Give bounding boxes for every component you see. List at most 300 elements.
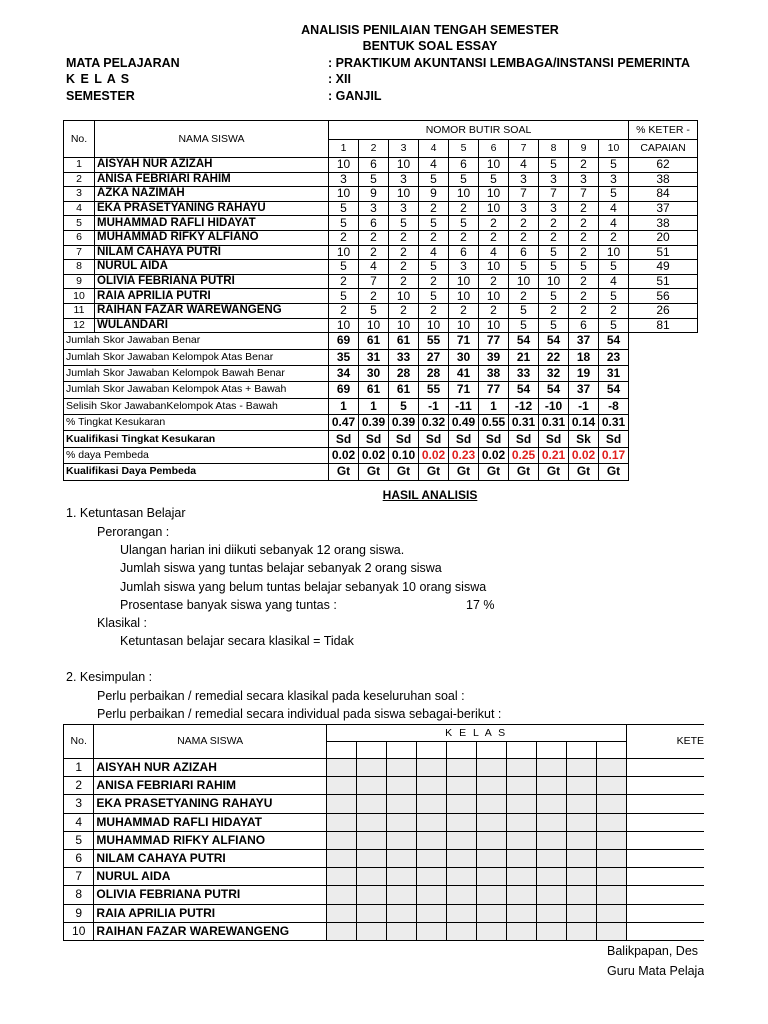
ket-cell [626,904,704,922]
score-cell: 7 [509,187,539,202]
score-cell: 10 [329,245,359,260]
t2-student-no: 5 [64,831,94,849]
kelas-cell[interactable] [536,759,566,777]
kelas-cell[interactable] [446,886,476,904]
kelas-cell[interactable] [596,777,626,795]
summary-value: 0.55 [479,415,509,431]
kelas-cell[interactable] [386,777,416,795]
score-cell: 2 [329,303,359,318]
kelas-cell[interactable] [326,777,356,795]
kelas-cell[interactable] [476,868,506,886]
score-cell: 10 [449,289,479,304]
kelas-cell[interactable] [356,849,386,867]
summary-value: 54 [599,333,629,349]
score-cell: 2 [569,303,599,318]
score-cell: 10 [389,187,419,202]
kelas-cell[interactable] [506,759,536,777]
kelas-cell[interactable] [596,831,626,849]
kelas-cell[interactable] [386,759,416,777]
table-row [64,886,705,904]
kelas-cell[interactable] [356,904,386,922]
col-no-header: No. [64,121,95,158]
kelas-cell[interactable] [446,868,476,886]
score-cell: 3 [329,172,359,187]
kelas-cell[interactable] [566,777,596,795]
score-cell: 3 [509,201,539,216]
summary-value: Sd [419,431,449,447]
kelas-cell[interactable] [326,904,356,922]
score-cell: 5 [539,289,569,304]
kelas-subcol [386,742,416,759]
col-name-header: NAMA SISWA [95,121,329,158]
score-cell: 5 [389,216,419,231]
summary-value: 0.17 [599,447,629,463]
summary-value: Gt [449,464,479,480]
pct-cell: 38 [629,216,698,231]
pct-cell: 26 [629,303,698,318]
score-cell: 2 [419,230,449,245]
score-cell: 2 [479,230,509,245]
kelas-cell[interactable] [596,813,626,831]
summary-label: Jumlah Skor Jawaban Benar [64,333,329,349]
kelas-cell[interactable] [446,831,476,849]
score-cell: 2 [419,303,449,318]
kelas-cell[interactable] [416,922,446,940]
pct-cell: 38 [629,172,698,187]
summary-value: 77 [479,382,509,398]
student-name: OLIVIA FEBRIANA PUTRI [95,274,329,289]
score-cell: 2 [599,230,629,245]
summary-value: 1 [329,398,359,414]
kelas-cell[interactable] [446,904,476,922]
t2-student-no: 3 [64,795,94,813]
score-cell: 5 [509,260,539,275]
kelas-cell[interactable] [596,868,626,886]
summary-value: 71 [449,382,479,398]
kelas-cell[interactable] [326,886,356,904]
table-row [64,260,698,275]
kelas-cell[interactable] [416,777,446,795]
score-cell: 5 [329,289,359,304]
summary-value: 31 [359,349,389,365]
score-cell: 5 [419,289,449,304]
t2-student-no: 2 [64,777,94,795]
class-label: K E L A S [66,72,131,86]
score-cell: 2 [569,216,599,231]
kelas-cell[interactable] [596,795,626,813]
score-cell: 2 [569,230,599,245]
kelas-cell[interactable] [386,904,416,922]
score-cell: 2 [389,303,419,318]
kelas-cell[interactable] [506,922,536,940]
summary-value: 61 [359,333,389,349]
table-row [64,904,705,922]
kelas-cell[interactable] [476,904,506,922]
pct-cell: 84 [629,187,698,202]
summary-value: 1 [479,398,509,414]
score-cell: 2 [419,201,449,216]
student-name: AISYAH NUR AZIZAH [95,158,329,173]
score-cell: 9 [359,187,389,202]
kelas-cell[interactable] [506,849,536,867]
kelas-cell[interactable] [476,849,506,867]
table-row [64,230,698,245]
kelas-cell[interactable] [356,813,386,831]
kelas-cell[interactable] [566,904,596,922]
item-number-header: 4 [419,140,449,158]
kelas-cell[interactable] [356,795,386,813]
table-row [64,777,705,795]
score-cell: 2 [539,303,569,318]
student-name: WULANDARI [95,318,329,333]
item-number-header: 7 [509,140,539,158]
score-cell: 6 [569,318,599,333]
kelas-cell[interactable] [356,886,386,904]
table-row [64,831,705,849]
score-cell: 3 [599,172,629,187]
pct-cell: 81 [629,318,698,333]
score-cell: 5 [539,158,569,173]
semester-value: : GANJIL [328,89,382,103]
summary-value: Sd [389,431,419,447]
summary-value: 37 [569,382,599,398]
kelas-cell[interactable] [386,813,416,831]
klasikal-label: Klasikal : [97,616,148,630]
summary-value: Sd [359,431,389,447]
summary-value: 30 [449,349,479,365]
kelas-cell[interactable] [476,777,506,795]
ket-cell [626,777,704,795]
score-cell: 4 [599,216,629,231]
subject-value: : PRAKTIKUM AKUNTANSI LEMBAGA/INSTANSI PEMERINTA [328,56,691,70]
t2-student-name: MUHAMMAD RAFLI HIDAYAT [94,813,326,831]
summary-value: -8 [599,398,629,414]
summary-row [64,431,698,447]
kelas-cell[interactable] [386,868,416,886]
summary-value: Gt [359,464,389,480]
kelas-cell[interactable] [536,886,566,904]
student-no: 1 [64,158,95,173]
kelas-cell[interactable] [416,849,446,867]
summary-value: 0.39 [389,415,419,431]
score-cell: 5 [599,158,629,173]
summary-value: 31 [599,365,629,381]
pct-cell: 51 [629,245,698,260]
summary-value: 0.31 [539,415,569,431]
kelas-subcol [326,742,356,759]
summary-row [64,365,698,381]
kelas-cell[interactable] [566,849,596,867]
kelas-cell[interactable] [536,904,566,922]
table-row [64,245,698,260]
kelas-cell[interactable] [416,886,446,904]
score-cell: 5 [359,172,389,187]
score-cell: 10 [479,158,509,173]
score-cell: 5 [329,201,359,216]
kelas-cell[interactable] [356,777,386,795]
kelas-cell[interactable] [386,886,416,904]
kelas-cell[interactable] [536,849,566,867]
score-cell: 6 [449,245,479,260]
score-cell: 4 [359,260,389,275]
score-cell: 2 [509,230,539,245]
summary-value: 0.39 [359,415,389,431]
kelas-cell[interactable] [326,795,356,813]
kelas-cell[interactable] [536,922,566,940]
kelas-cell[interactable] [326,849,356,867]
kelas-cell[interactable] [416,795,446,813]
item-number-header: 6 [479,140,509,158]
score-cell: 3 [389,201,419,216]
score-cell: 2 [479,274,509,289]
summary-value: Gt [539,464,569,480]
kelas-cell[interactable] [506,813,536,831]
kelas-subcol [566,742,596,759]
score-cell: 3 [539,201,569,216]
summary-value: 27 [419,349,449,365]
doc-subtitle: BENTUK SOAL ESSAY [362,39,498,53]
kelas-cell[interactable] [596,849,626,867]
table-row [64,216,698,231]
kelas-cell[interactable] [446,813,476,831]
kelas-cell[interactable] [566,922,596,940]
summary-value: -10 [539,398,569,414]
summary-value: Gt [329,464,359,480]
summary-value: 0.02 [479,447,509,463]
summary-value: 0.25 [509,447,539,463]
kelas-cell[interactable] [596,759,626,777]
summary-value: 32 [539,365,569,381]
kesimpulan-line-2: Perlu perbaikan / remedial secara individual pada siswa sebagai-berikut : [97,707,502,721]
kelas-cell[interactable] [446,795,476,813]
kelas-cell[interactable] [416,868,446,886]
analysis-line-4: Prosentase banyak siswa yang tuntas : [120,598,337,612]
t2-student-name: RAIHAN FAZAR WAREWANGENG [94,922,326,940]
kelas-cell[interactable] [446,777,476,795]
summary-value: 0.02 [359,447,389,463]
pct-cell: 49 [629,260,698,275]
kelas-cell[interactable] [356,922,386,940]
score-cell: 10 [449,318,479,333]
kelas-cell[interactable] [356,868,386,886]
score-cell: 2 [359,245,389,260]
score-cell: 6 [509,245,539,260]
student-name: NURUL AIDA [95,260,329,275]
kelas-cell[interactable] [356,759,386,777]
score-cell: 3 [389,172,419,187]
summary-value: 54 [539,382,569,398]
kelas-cell[interactable] [446,759,476,777]
kelas-cell[interactable] [536,813,566,831]
score-cell: 5 [419,260,449,275]
summary-value: Gt [599,464,629,480]
t2-student-name: AISYAH NUR AZIZAH [94,759,326,777]
summary-value: Sd [599,431,629,447]
score-cell: 2 [419,274,449,289]
score-cell: 2 [389,260,419,275]
footer-place: Balikpapan, Des [607,944,699,958]
score-cell: 10 [479,318,509,333]
kelas-cell[interactable] [356,831,386,849]
summary-value: 0.47 [329,415,359,431]
t2-student-no: 4 [64,813,94,831]
summary-label: % Tingkat Kesukaran [64,415,329,431]
kelas-cell[interactable] [566,886,596,904]
item-number-header: 5 [449,140,479,158]
summary-value: -1 [569,398,599,414]
summary-value: 22 [539,349,569,365]
t2-student-name: RAIA APRILIA PUTRI [94,904,326,922]
kelas-cell[interactable] [596,904,626,922]
t2-student-name: MUHAMMAD RIFKY ALFIANO [94,831,326,849]
kelas-cell[interactable] [596,922,626,940]
score-cell: 2 [329,274,359,289]
kelas-cell[interactable] [416,904,446,922]
summary-value: 61 [389,382,419,398]
analysis-line-3: Jumlah siswa yang belum tuntas belajar sebanyak 10 orang siswa [120,580,487,594]
t2-student-no: 9 [64,904,94,922]
kelas-cell[interactable] [566,868,596,886]
summary-value: Sd [509,431,539,447]
summary-value: 30 [359,365,389,381]
score-cell: 5 [599,187,629,202]
score-cell: 2 [449,230,479,245]
score-cell: 10 [359,318,389,333]
score-cell: 2 [539,230,569,245]
kelas-cell[interactable] [386,849,416,867]
kelas-cell[interactable] [476,922,506,940]
t2-student-name: EKA PRASETYANING RAHAYU [94,795,326,813]
score-cell: 5 [419,172,449,187]
kelas-cell[interactable] [476,795,506,813]
item-number-header: 3 [389,140,419,158]
kelas-cell[interactable] [566,831,596,849]
summary-value: 54 [599,382,629,398]
kelas-cell[interactable] [566,759,596,777]
kelas-cell[interactable] [506,831,536,849]
student-no: 3 [64,187,95,202]
kelas-cell[interactable] [596,886,626,904]
student-no: 2 [64,172,95,187]
ket-cell [626,868,704,886]
kelas-cell[interactable] [386,795,416,813]
section1-heading: 1. Ketuntasan Belajar [66,506,186,520]
semester-label: SEMESTER [66,89,135,103]
kelas-cell[interactable] [446,849,476,867]
kelas-cell[interactable] [506,904,536,922]
kelas-cell[interactable] [476,831,506,849]
summary-label: % daya Pembeda [64,447,329,463]
ket-cell [626,831,704,849]
kelas-subcol [476,742,506,759]
kelas-cell[interactable] [506,795,536,813]
score-cell: 3 [449,260,479,275]
kelas-cell[interactable] [476,759,506,777]
student-no: 11 [64,303,95,318]
kelas-cell[interactable] [326,868,356,886]
kelas-cell[interactable] [506,886,536,904]
t2-student-no: 1 [64,759,94,777]
table-row [64,274,698,289]
summary-value: 0.21 [539,447,569,463]
summary-value: 0.49 [449,415,479,431]
score-cell: 10 [539,274,569,289]
col-pct-header-1: % KETER - [629,121,698,140]
score-cell: 5 [539,245,569,260]
table-row [64,289,698,304]
kelas-cell[interactable] [326,922,356,940]
score-cell: 2 [359,230,389,245]
kelas-cell[interactable] [476,886,506,904]
section2-heading: 2. Kesimpulan : [66,670,153,684]
t2-col-kelas-header: K E L A S [326,725,626,742]
student-name: AZKA NAZIMAH [95,187,329,202]
kelas-cell[interactable] [416,831,446,849]
class-value: : XII [328,72,351,86]
kelas-cell[interactable] [386,831,416,849]
ket-cell [626,886,704,904]
kelas-cell[interactable] [566,795,596,813]
kelas-cell[interactable] [536,777,566,795]
summary-row [64,464,698,480]
kelas-cell[interactable] [416,759,446,777]
t2-student-name: OLIVIA FEBRIANA PUTRI [94,886,326,904]
summary-value: Gt [509,464,539,480]
kelas-cell[interactable] [326,759,356,777]
summary-value: 54 [509,333,539,349]
summary-row [64,415,698,431]
kelas-cell[interactable] [446,922,476,940]
kelas-cell[interactable] [326,813,356,831]
score-cell: 2 [479,303,509,318]
t2-student-name: NURUL AIDA [94,868,326,886]
subject-label: MATA PELAJARAN [66,56,180,70]
summary-value: 21 [509,349,539,365]
kelas-cell[interactable] [416,813,446,831]
kelas-cell[interactable] [536,831,566,849]
col-items-header: NOMOR BUTIR SOAL [329,121,629,140]
ket-cell [626,759,704,777]
kelas-cell[interactable] [326,831,356,849]
summary-row [64,398,698,414]
table-row [64,849,705,867]
student-name: ANISA FEBRIARI RAHIM [95,172,329,187]
score-cell: 4 [509,158,539,173]
score-cell: 5 [449,216,479,231]
kelas-cell[interactable] [506,777,536,795]
summary-value: Sd [449,431,479,447]
table-row [64,187,698,202]
kelas-cell[interactable] [476,813,506,831]
footer-role: Guru Mata Pelaja [607,964,704,978]
summary-value: 0.32 [419,415,449,431]
kelas-cell[interactable] [506,868,536,886]
perorangan-label: Perorangan : [97,525,170,539]
score-cell: 2 [389,230,419,245]
score-cell: 5 [599,289,629,304]
score-cell: 7 [359,274,389,289]
kelas-cell[interactable] [566,813,596,831]
summary-value: 5 [389,398,419,414]
kelas-cell[interactable] [536,868,566,886]
summary-label: Kualifikasi Daya Pembeda [64,464,329,480]
score-cell: 5 [509,303,539,318]
score-cell: 5 [479,172,509,187]
score-cell: 10 [389,318,419,333]
kelas-cell[interactable] [536,795,566,813]
student-no: 5 [64,216,95,231]
kelas-cell[interactable] [386,922,416,940]
